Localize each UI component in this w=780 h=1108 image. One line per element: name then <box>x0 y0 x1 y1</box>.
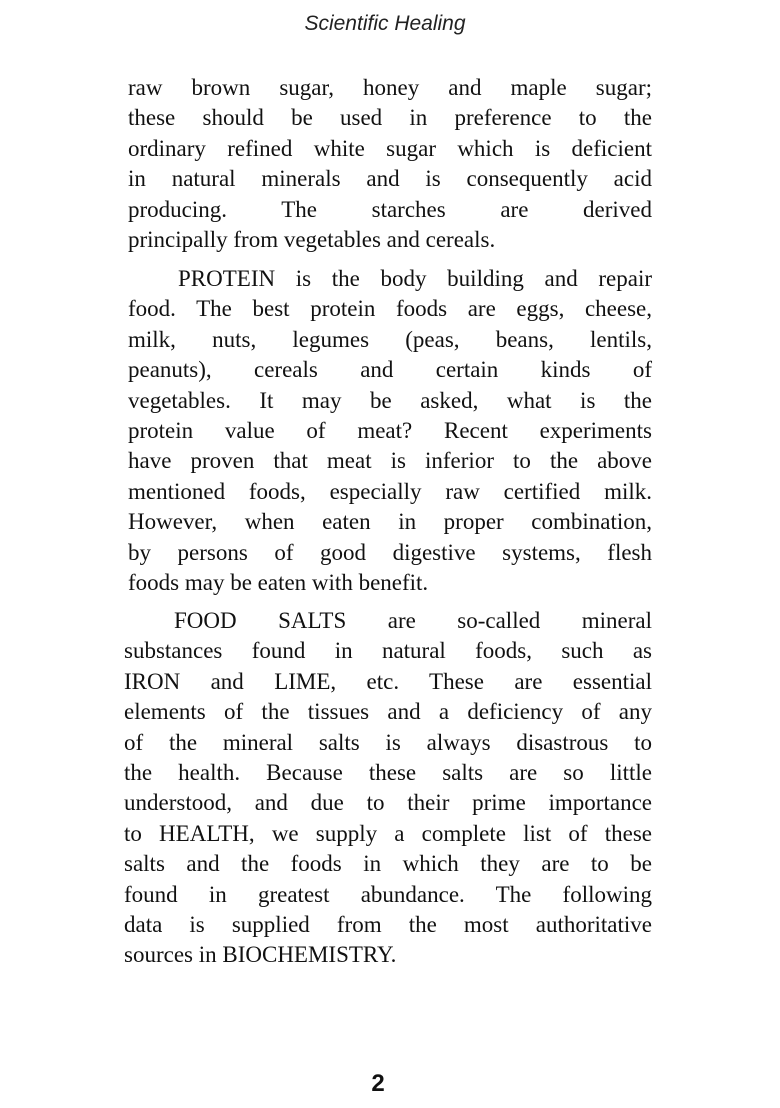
text-line: PROTEIN is the body building and repair <box>178 266 652 291</box>
text-line: by persons of good digestive systems, flesh <box>128 539 652 565</box>
text-line: IRON and LIME, etc. These are essential <box>124 668 652 694</box>
text-line: elements of the tissues and a deficiency of any <box>124 699 652 725</box>
text-line: FOOD SALTS are so-called mineral <box>174 608 652 633</box>
paragraph-protein <box>128 264 652 598</box>
text-line: have proven that meat is inferior to the above <box>128 448 652 474</box>
text-line: peanuts), cereals and certain kinds of <box>128 357 652 383</box>
text-line: these should be used in preference to the <box>128 105 652 131</box>
text-line: ordinary refined white sugar which is deficient <box>128 135 652 161</box>
text-line: the health. Because these salts are so little <box>124 759 652 785</box>
text-line: producing. The starches are derived <box>128 196 652 222</box>
text-line: foods may be eaten with benefit. <box>128 569 429 595</box>
text-line: understood, and due to their prime importance <box>124 790 652 816</box>
text-line: milk, nuts, legumes (peas, beans, lentils, <box>128 326 652 352</box>
text-line: food. The best protein foods are eggs, cheese, <box>128 296 652 322</box>
text-line: data is supplied from the most authoritative <box>124 911 652 937</box>
text-line: raw brown sugar, honey and maple sugar; <box>128 75 652 100</box>
text-line: vegetables. It may be asked, what is the <box>128 387 652 413</box>
paragraph-sugars <box>128 73 652 255</box>
text-line: principally from vegetables and cereals. <box>128 226 496 252</box>
text-line: However, when eaten in proper combination, <box>128 509 652 535</box>
text-line: to HEALTH, we supply a complete list of these <box>124 820 652 846</box>
text-line: mentioned foods, especially raw certified milk. <box>128 478 652 504</box>
page-number: 2 <box>371 1070 385 1097</box>
text-line: salts and the foods in which they are to be <box>124 851 652 877</box>
paragraph-food-salts <box>124 606 652 971</box>
text-line: substances found in natural foods, such as <box>124 638 652 664</box>
text-line: found in greatest abundance. The following <box>124 881 652 907</box>
running-header: Scientific Healing <box>304 12 466 35</box>
text-line: in natural minerals and is consequently acid <box>128 166 652 192</box>
text-line: sources in BIOCHEMISTRY. <box>124 942 397 968</box>
text-line: protein value of meat? Recent experiments <box>128 417 652 443</box>
text-line: of the mineral salts is always disastrous to <box>124 729 652 755</box>
